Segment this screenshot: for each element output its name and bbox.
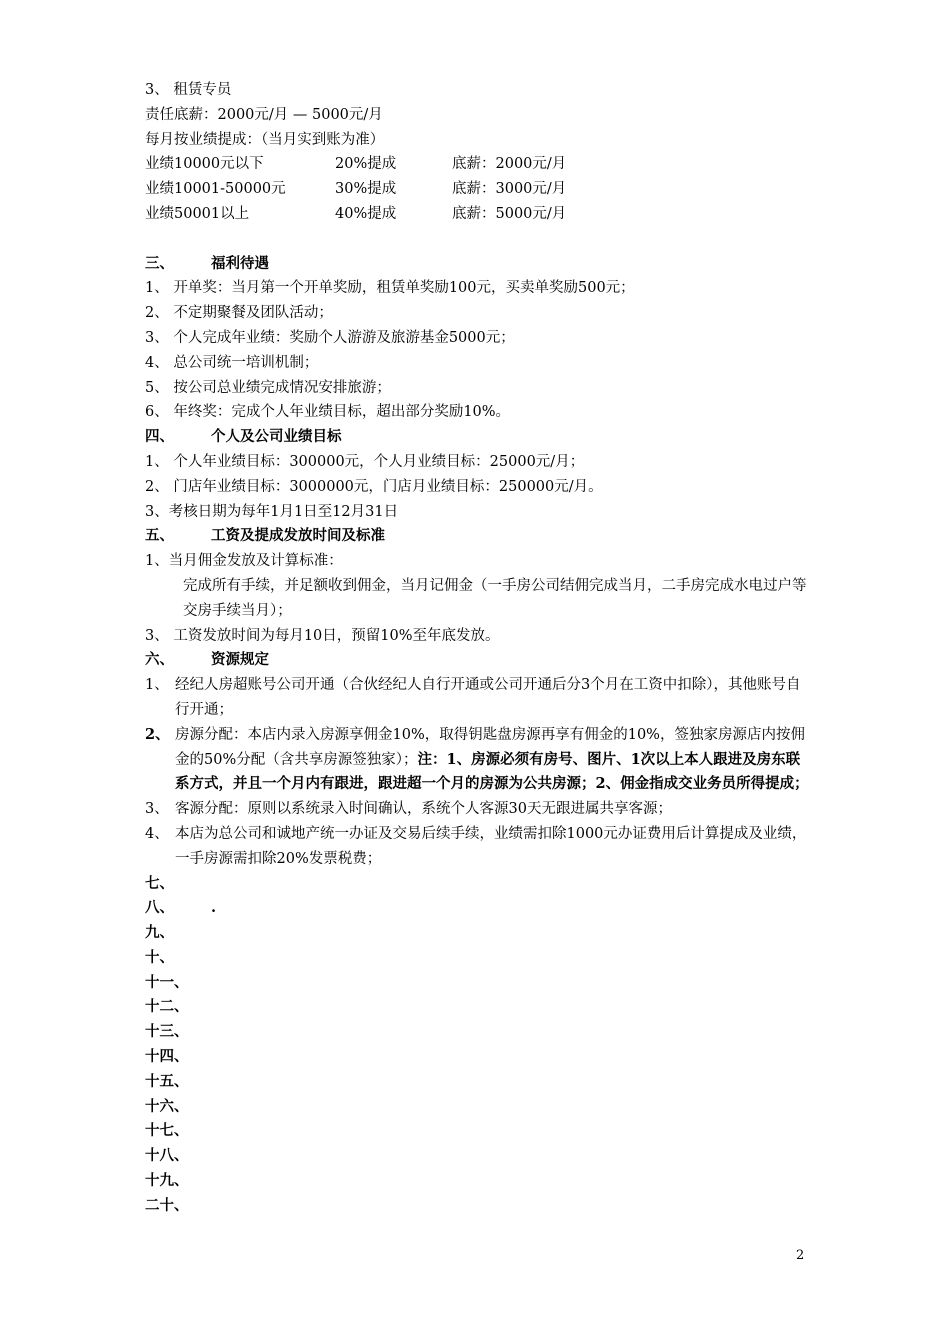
list-item: 2、 门店年业绩目标：3000000元，门店月业绩目标：250000元/月。 [145, 478, 603, 495]
section-number: 六、 [145, 651, 174, 669]
empty-section-12: 十二、 [145, 998, 189, 1016]
item-number: 2、 [145, 725, 170, 743]
section-title: 个人及公司业绩目标 [211, 428, 342, 446]
tier-range: 业绩10000元以下 [145, 156, 264, 173]
tier-row [145, 177, 810, 202]
section-title: 资源规定 [211, 651, 269, 669]
tier-row [145, 152, 810, 177]
list-item: 3、 个人完成年业绩：奖励个人游游及旅游基金5000元； [145, 329, 515, 346]
empty-section-9: 九、 [145, 924, 174, 942]
section-title: 工资及提成发放时间及标准 [211, 527, 385, 545]
item-text: 经纪人房超账号公司开通（合伙经纪人自行开通或公司开通后分3个月在工资中扣除），其他账号自行开通； [175, 677, 801, 718]
tier-row [145, 202, 810, 227]
list-item: 2、 不定期聚餐及团队活动； [145, 305, 333, 322]
list-item: 6、 年终奖：完成个人年业绩目标，超出部分奖励10%。 [145, 404, 511, 421]
list-item: 1、 个人年业绩目标：300000元，个人月业绩目标：25000元/月； [145, 453, 585, 470]
tier-range: 业绩50001以上 [145, 205, 250, 222]
item-text: 客源分配：原则以系统录入时间确认，系统个人客源30天无跟进属共享客源； [175, 801, 672, 818]
list-item [145, 673, 810, 723]
tier-rate: 30%提成 [335, 181, 397, 198]
section-heading-targets [145, 425, 810, 450]
rental-commission-note: 每月按业绩提成：（当月实到账为准） [145, 131, 385, 148]
section-heading-resources [145, 648, 810, 673]
empty-section-17: 十七、 [145, 1122, 189, 1140]
section-number: 三、 [145, 254, 174, 272]
tier-base: 底薪：3000元/月 [452, 181, 567, 198]
section-number: 八、 [145, 899, 174, 917]
empty-section-18: 十八、 [145, 1147, 189, 1165]
item-number: 1、 [145, 677, 169, 694]
empty-section-20: 二十、 [145, 1196, 189, 1214]
section-heading-welfare [145, 252, 810, 277]
list-item [145, 797, 810, 822]
item-text-main: 房源分配：本店内录入房源享佣金10%，取得钥匙盘房源再享有佣金的10%，签独家房源店内按佣金的50%分配（含共享房源签独家）； [175, 726, 805, 768]
list-item: 3、考核日期为每年1月1日至12月31日 [145, 503, 399, 520]
list-item-detail: 完成所有手续，并足额收到佣金，当月记佣金（一手房公司结佣完成当月，二手房完成水电过户等交房手续当月）； [183, 577, 807, 619]
tier-rate: 40%提成 [335, 205, 397, 222]
empty-section-10: 十、 [145, 948, 174, 966]
empty-section-19: 十九、 [145, 1172, 189, 1190]
empty-section-11: 十一、 [145, 973, 189, 991]
section-title: 福利待遇 [211, 254, 269, 272]
list-item [145, 723, 810, 797]
rental-title: 3、 租赁专员 [145, 82, 232, 98]
list-item: 1、 开单奖：当月第一个开单奖励，租赁单奖励100元，买卖单奖励500元； [145, 280, 635, 297]
stray-dot: . [211, 899, 217, 917]
spacer [145, 227, 810, 252]
empty-section-13: 十三、 [145, 1023, 189, 1041]
document-body [145, 78, 810, 1219]
item-note: 注：1、房源必须有房号、图片、1次以上本人跟进及房东联系方式，并且一个月内有跟进，跟进超一个月的房源为公共房源；2、佣金指成交业务员所得提成； [175, 750, 809, 793]
tier-base: 底薪：5000元/月 [452, 205, 567, 222]
rental-base-salary: 责任底薪：2000元/月 — 5000元/月 [145, 106, 383, 123]
list-item: 5、 按公司总业绩完成情况安排旅游； [145, 379, 391, 396]
page-number: 2 [796, 1248, 805, 1263]
item-number: 4、 [145, 825, 169, 842]
tier-range: 业绩10001-50000元 [145, 181, 286, 198]
section-number: 四、 [145, 428, 174, 446]
item-text: 本店为总公司和诚地产统一办证及交易后续手续，业绩需扣除1000元办证费用后计算提成及业绩，一手房源需扣除20%发票税费； [175, 825, 807, 867]
empty-section-16: 十六、 [145, 1097, 189, 1115]
list-item: 3、 工资发放时间为每月10日，预留10%至年底发放。 [145, 627, 500, 644]
list-item: 4、 总公司统一培训机制； [145, 354, 319, 371]
section-number: 五、 [145, 527, 174, 545]
section-heading-salary [145, 524, 810, 549]
tier-base: 底薪：2000元/月 [452, 156, 567, 173]
empty-section-7: 七、 [145, 874, 174, 892]
empty-section-14: 十四、 [145, 1048, 189, 1066]
list-item [145, 822, 810, 872]
empty-section-8 [145, 896, 810, 921]
empty-section-15: 十五、 [145, 1072, 189, 1090]
tier-rate: 20%提成 [335, 156, 397, 173]
item-text [175, 723, 810, 797]
list-item: 1、当月佣金发放及计算标准： [145, 553, 343, 570]
item-number: 3、 [145, 801, 169, 818]
